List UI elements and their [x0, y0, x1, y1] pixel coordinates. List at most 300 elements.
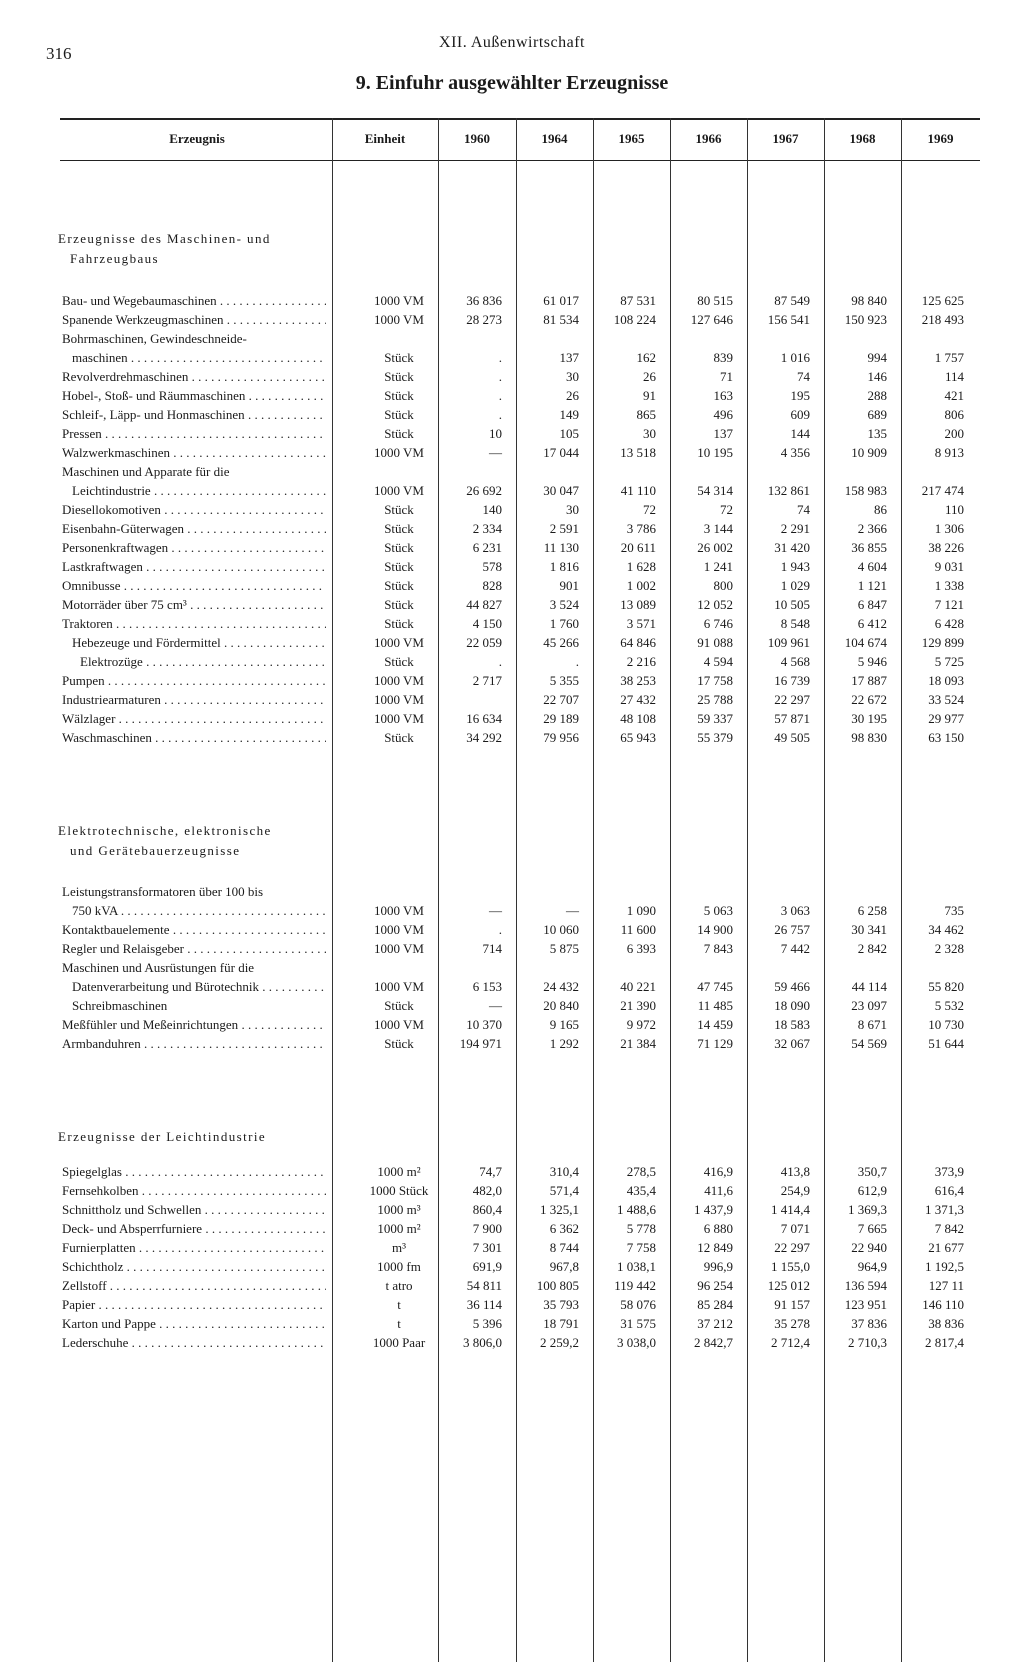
cell-value: 25 788 — [697, 692, 733, 707]
cell-value: 98 830 — [851, 730, 887, 745]
cell-value: 36 855 — [851, 540, 887, 555]
row-unit: Stück — [384, 540, 414, 555]
cell-value: 156 541 — [767, 312, 810, 327]
cell-value: 30 047 — [543, 483, 579, 498]
row-label: Schleif-, Läpp- und Honmaschinen . . . — [62, 405, 326, 424]
cell-value: 1 338 — [934, 578, 964, 593]
cell-value: 87 531 — [620, 293, 656, 308]
cell-value: 310,4 — [549, 1164, 579, 1179]
cell-value: 48 108 — [620, 711, 656, 726]
cell-value: 3 038,0 — [617, 1335, 656, 1350]
cell-value: 9 031 — [934, 559, 964, 574]
row-label: Walzwerkmaschinen . . . — [62, 443, 326, 462]
cell-value: . — [498, 654, 502, 669]
cell-value: 57 871 — [774, 711, 810, 726]
row-label: Lastkraftwagen . . . — [62, 557, 326, 576]
cell-value: 996,9 — [703, 1259, 733, 1274]
cell-value: 10 370 — [466, 1017, 502, 1032]
cell-value: 149 — [559, 407, 579, 422]
section-heading-line: Fahrzeugbaus — [70, 251, 159, 266]
cell-value: 38 253 — [620, 673, 656, 688]
table-row — [0, 1257, 1024, 1276]
cell-value: 21 677 — [928, 1240, 964, 1255]
table-row — [0, 709, 1024, 728]
row-label: Papier . . . — [62, 1295, 326, 1314]
cell-value: 413,8 — [780, 1164, 810, 1179]
cell-value: 127 11 — [928, 1278, 964, 1293]
row-label: Furnierplatten . . . — [62, 1238, 326, 1257]
cell-value: 1 192,5 — [925, 1259, 964, 1274]
row-unit: Stück — [384, 616, 414, 631]
cell-value: — — [489, 903, 502, 918]
row-label: Schichtholz . . . — [62, 1257, 326, 1276]
cell-value: 1 760 — [549, 616, 579, 631]
cell-value: 6 880 — [703, 1221, 733, 1236]
row-unit: Stück — [384, 388, 414, 403]
row-label: Kontaktbauelemente . . . — [62, 920, 326, 939]
cell-value: 994 — [867, 350, 887, 365]
cell-value: 10 060 — [543, 922, 579, 937]
table-row — [0, 405, 1024, 424]
cell-value: 114 — [944, 369, 964, 384]
row-label: Omnibusse . . . — [62, 576, 326, 595]
cell-value: 5 946 — [857, 654, 887, 669]
row-unit: Stück — [384, 597, 414, 612]
cell-value: 1 121 — [857, 578, 887, 593]
cell-value: 1 437,9 — [694, 1202, 733, 1217]
row-label: Maschinen und Ausrüstungen für die — [62, 960, 255, 975]
row-label: Fernsehkolben . . . — [62, 1181, 326, 1200]
cell-value: 32 067 — [774, 1036, 810, 1051]
section-heading — [58, 229, 271, 269]
cell-value: 901 — [559, 578, 579, 593]
cell-value: 7 071 — [780, 1221, 810, 1236]
cell-value: 8 913 — [934, 445, 964, 460]
cell-value: 288 — [867, 388, 887, 403]
cell-value: 195 — [790, 388, 810, 403]
row-unit: t — [397, 1297, 401, 1312]
row-unit: 1000 Stück — [369, 1183, 429, 1198]
cell-value: . — [575, 654, 579, 669]
cell-value: 6 412 — [857, 616, 887, 631]
cell-value: 278,5 — [626, 1164, 656, 1179]
cell-value: 81 534 — [543, 312, 579, 327]
cell-value: 2 712,4 — [771, 1335, 810, 1350]
row-label: Lederschuhe . . . — [62, 1333, 326, 1352]
cell-value: 5 875 — [549, 941, 579, 956]
row-label: Diesellokomotiven . . . — [62, 500, 326, 519]
table-row — [0, 595, 1024, 614]
row-unit: 1000 VM — [374, 979, 424, 994]
cell-value: 22 940 — [851, 1240, 887, 1255]
cell-value: 71 129 — [697, 1036, 733, 1051]
cell-value: 13 518 — [620, 445, 656, 460]
row-label: Bau- und Wegebaumaschinen . . . — [62, 291, 326, 310]
cell-value: 12 052 — [697, 597, 733, 612]
cell-value: 2 216 — [626, 654, 656, 669]
cell-value: 35 793 — [543, 1297, 579, 1312]
row-label: Elektrozüge . . . — [80, 652, 326, 671]
cell-value: 1 038,1 — [617, 1259, 656, 1274]
cell-value: 3 524 — [549, 597, 579, 612]
row-unit: Stück — [384, 998, 414, 1013]
cell-value: 1 371,3 — [925, 1202, 964, 1217]
table-row — [0, 1015, 1024, 1034]
table-row — [0, 462, 1024, 481]
cell-value: 136 594 — [844, 1278, 887, 1293]
cell-value: 44 827 — [466, 597, 502, 612]
cell-value: 10 909 — [851, 445, 887, 460]
section-heading-line: Elektrotechnische, elektronische — [58, 823, 272, 838]
cell-value: 9 165 — [549, 1017, 579, 1032]
cell-value: 22 297 — [774, 1240, 810, 1255]
row-unit: 1000 VM — [374, 312, 424, 327]
cell-value: 20 611 — [620, 540, 656, 555]
cell-value: 7 665 — [857, 1221, 887, 1236]
cell-value: 31 420 — [774, 540, 810, 555]
cell-value: 137 — [713, 426, 733, 441]
cell-value: 119 442 — [614, 1278, 656, 1293]
cell-value: 17 758 — [697, 673, 733, 688]
cell-value: 30 341 — [851, 922, 887, 937]
cell-value: 865 — [636, 407, 656, 422]
table-row — [0, 690, 1024, 709]
row-unit: 1000 m² — [377, 1221, 421, 1236]
cell-value: 20 840 — [543, 998, 579, 1013]
cell-value: 74 — [797, 502, 810, 517]
cell-value: 11 485 — [697, 998, 733, 1013]
cell-value: . — [498, 407, 502, 422]
cell-value: 37 212 — [697, 1316, 733, 1331]
cell-value: 36 836 — [466, 293, 502, 308]
row-unit: Stück — [384, 578, 414, 593]
cell-value: — — [566, 903, 579, 918]
cell-value: 6 362 — [549, 1221, 579, 1236]
cell-value: 6 393 — [626, 941, 656, 956]
cell-value: 7 900 — [472, 1221, 502, 1236]
cell-value: 7 842 — [934, 1221, 964, 1236]
cell-value: 6 153 — [472, 979, 502, 994]
cell-value: 2 842 — [857, 941, 887, 956]
row-unit: t atro — [385, 1278, 413, 1293]
cell-value: 58 076 — [620, 1297, 656, 1312]
table-row — [0, 1314, 1024, 1333]
cell-value: 735 — [944, 903, 964, 918]
table-row — [0, 882, 1024, 901]
row-label: Traktoren . . . — [62, 614, 326, 633]
table-row — [0, 652, 1024, 671]
cell-value: 127 646 — [690, 312, 733, 327]
cell-value: — — [489, 445, 502, 460]
cell-value: 200 — [944, 426, 964, 441]
cell-value: 11 600 — [620, 922, 656, 937]
cell-value: 1 488,6 — [617, 1202, 656, 1217]
cell-value: 4 594 — [703, 654, 733, 669]
table-row — [0, 1162, 1024, 1181]
cell-value: 36 114 — [466, 1297, 502, 1312]
cell-value: 37 836 — [851, 1316, 887, 1331]
table-row — [0, 557, 1024, 576]
table-title: 9. Einfuhr ausgewählter Erzeugnisse — [355, 72, 669, 94]
cell-value: 34 292 — [466, 730, 502, 745]
cell-value: 74,7 — [479, 1164, 502, 1179]
cell-value: 31 575 — [620, 1316, 656, 1331]
cell-value: 1 016 — [780, 350, 810, 365]
cell-value: 87 549 — [774, 293, 810, 308]
cell-value: 609 — [790, 407, 810, 422]
cell-value: 140 — [482, 502, 502, 517]
cell-value: . — [498, 369, 502, 384]
cell-value: 4 356 — [780, 445, 810, 460]
cell-value: 22 707 — [543, 692, 579, 707]
cell-value: 5 396 — [472, 1316, 502, 1331]
cell-value: 1 002 — [626, 578, 656, 593]
cell-value: 79 956 — [543, 730, 579, 745]
row-label: Spanende Werkzeugmaschinen . . . — [62, 310, 326, 329]
cell-value: 22 297 — [774, 692, 810, 707]
cell-value: 828 — [482, 578, 502, 593]
cell-value: 45 266 — [543, 635, 579, 650]
row-label: Leichtindustrie . . . — [72, 481, 326, 500]
section-heading-line: Erzeugnisse der Leichtindustrie — [58, 1129, 267, 1144]
table-row — [0, 1238, 1024, 1257]
row-unit: Stück — [384, 350, 414, 365]
row-unit: 1000 m² — [377, 1164, 421, 1179]
cell-value: 7 843 — [703, 941, 733, 956]
cell-value: 6 231 — [472, 540, 502, 555]
header-year: 1966 — [695, 131, 722, 146]
cell-value: 14 900 — [697, 922, 733, 937]
cell-value: 74 — [797, 369, 810, 384]
cell-value: 65 943 — [620, 730, 656, 745]
cell-value: 26 — [643, 369, 656, 384]
cell-value: 3 063 — [780, 903, 810, 918]
cell-value: 800 — [713, 578, 733, 593]
cell-value: 91 — [643, 388, 656, 403]
row-unit: 1000 fm — [377, 1259, 421, 1274]
row-label: Maschinen und Apparate für die — [62, 464, 230, 479]
cell-value: 18 090 — [774, 998, 810, 1013]
row-label: Revolverdrehmaschinen . . . — [62, 367, 326, 386]
table-row — [0, 310, 1024, 329]
row-unit: Stück — [384, 654, 414, 669]
cell-value: 1 155,0 — [771, 1259, 810, 1274]
cell-value: 1 306 — [934, 521, 964, 536]
section-heading-line: Erzeugnisse des Maschinen- und — [58, 231, 271, 246]
table-row — [0, 996, 1024, 1015]
table-row — [0, 1181, 1024, 1200]
cell-value: 30 — [566, 502, 579, 517]
cell-value: 61 017 — [543, 293, 579, 308]
table-row — [0, 576, 1024, 595]
cell-value: 860,4 — [472, 1202, 502, 1217]
row-label: Spiegelglas . . . — [62, 1162, 326, 1181]
cell-value: 22 059 — [466, 635, 502, 650]
row-label: Armbanduhren . . . — [62, 1034, 326, 1053]
cell-value: 26 757 — [774, 922, 810, 937]
cell-value: 80 515 — [697, 293, 733, 308]
table-row — [0, 1219, 1024, 1238]
cell-value: 158 983 — [844, 483, 887, 498]
table-row — [0, 519, 1024, 538]
cell-value: 11 130 — [543, 540, 579, 555]
cell-value: 163 — [713, 388, 733, 403]
table-row — [0, 633, 1024, 652]
row-label: Motorräder über 75 cm³ . . . — [62, 595, 326, 614]
cell-value: 714 — [482, 941, 502, 956]
cell-value: 218 493 — [921, 312, 964, 327]
cell-value: 2 817,4 — [925, 1335, 964, 1350]
cell-value: 6 258 — [857, 903, 887, 918]
cell-value: 7 758 — [626, 1240, 656, 1255]
row-label: Karton und Pappe . . . — [62, 1314, 326, 1333]
cell-value: 350,7 — [857, 1164, 887, 1179]
cell-value: 51 644 — [928, 1036, 964, 1051]
cell-value: 30 195 — [851, 711, 887, 726]
cell-value: 6 847 — [857, 597, 887, 612]
cell-value: 63 150 — [928, 730, 964, 745]
row-label: Eisenbahn-Güterwagen . . . — [62, 519, 326, 538]
row-unit: Stück — [384, 559, 414, 574]
cell-value: 194 971 — [459, 1036, 502, 1051]
cell-value: 59 337 — [697, 711, 733, 726]
cell-value: 689 — [867, 407, 887, 422]
cell-value: 38 226 — [928, 540, 964, 555]
cell-value: 806 — [944, 407, 964, 422]
table-row — [0, 728, 1024, 747]
row-unit: Stück — [384, 369, 414, 384]
row-label: Hebezeuge und Fördermittel . . . — [72, 633, 326, 652]
cell-value: 3 786 — [626, 521, 656, 536]
cell-value: 2 334 — [472, 521, 502, 536]
cell-value: 98 840 — [851, 293, 887, 308]
row-unit: 1000 VM — [374, 941, 424, 956]
cell-value: 1 943 — [780, 559, 810, 574]
table-row — [0, 614, 1024, 633]
cell-value: 26 692 — [466, 483, 502, 498]
row-unit: 1000 VM — [374, 1017, 424, 1032]
row-label: Deck- und Absperrfurniere . . . — [62, 1219, 326, 1238]
row-unit: Stück — [384, 407, 414, 422]
header-year: 1964 — [541, 131, 568, 146]
cell-value: 2 291 — [780, 521, 810, 536]
cell-value: 578 — [482, 559, 502, 574]
table-row — [0, 1333, 1024, 1352]
row-unit: Stück — [384, 426, 414, 441]
page-number: 316 — [46, 44, 72, 63]
row-label: maschinen . . . — [72, 348, 326, 367]
cell-value: 49 505 — [774, 730, 810, 745]
table-row — [0, 1295, 1024, 1314]
row-label: Zellstoff . . . — [62, 1276, 326, 1295]
header-unit: Einheit — [364, 131, 406, 146]
table-row — [0, 386, 1024, 405]
cell-value: 23 097 — [851, 998, 887, 1013]
row-unit: Stück — [384, 521, 414, 536]
cell-value: 416,9 — [703, 1164, 733, 1179]
cell-value: 2 710,3 — [848, 1335, 887, 1350]
row-label: 750 kVA . . . — [72, 901, 326, 920]
cell-value: 44 114 — [851, 979, 887, 994]
row-unit: 1000 VM — [374, 483, 424, 498]
table-row — [0, 901, 1024, 920]
cell-value: 5 063 — [703, 903, 733, 918]
row-unit: Stück — [384, 730, 414, 745]
cell-value: 110 — [944, 502, 964, 517]
cell-value: 105 — [559, 426, 579, 441]
cell-value: 2 366 — [857, 521, 887, 536]
row-unit: t — [397, 1316, 401, 1331]
header-bottom-rule — [60, 160, 980, 161]
cell-value: 38 836 — [928, 1316, 964, 1331]
section-heading-line: und Gerätebauerzeugnisse — [70, 843, 241, 858]
cell-value: 91 088 — [697, 635, 733, 650]
table-row — [0, 939, 1024, 958]
cell-value: 217 474 — [921, 483, 964, 498]
cell-value: 135 — [867, 426, 887, 441]
cell-value: 13 089 — [620, 597, 656, 612]
cell-value: 27 432 — [620, 692, 656, 707]
cell-value: 59 466 — [774, 979, 810, 994]
cell-value: 411,6 — [704, 1183, 733, 1198]
table-row — [0, 481, 1024, 500]
section-heading — [58, 1127, 266, 1147]
cell-value: 41 110 — [620, 483, 656, 498]
cell-value: 9 972 — [626, 1017, 656, 1032]
cell-value: 421 — [944, 388, 964, 403]
cell-value: 1 757 — [934, 350, 964, 365]
cell-value: 3 144 — [703, 521, 733, 536]
cell-value: 146 110 — [922, 1297, 964, 1312]
header-year: 1967 — [772, 131, 799, 146]
cell-value: 16 739 — [774, 673, 810, 688]
cell-value: . — [498, 388, 502, 403]
cell-value: 26 — [566, 388, 579, 403]
cell-value: 839 — [713, 350, 733, 365]
cell-value: 54 569 — [851, 1036, 887, 1051]
cell-value: 2 717 — [472, 673, 502, 688]
table-row — [0, 443, 1024, 462]
cell-value: 10 — [489, 426, 502, 441]
cell-value: 1 369,3 — [848, 1202, 887, 1217]
cell-value: 10 505 — [774, 597, 810, 612]
row-unit: 1000 VM — [374, 673, 424, 688]
table-row — [0, 977, 1024, 996]
cell-value: 47 745 — [697, 979, 733, 994]
row-label: Industriearmaturen . . . — [62, 690, 326, 709]
cell-value: 435,4 — [626, 1183, 656, 1198]
cell-value: 30 — [643, 426, 656, 441]
table-row — [0, 1276, 1024, 1295]
cell-value: 612,9 — [857, 1183, 887, 1198]
header-year: 1969 — [927, 131, 954, 146]
cell-value: 18 791 — [543, 1316, 579, 1331]
cell-value: 123 951 — [844, 1297, 887, 1312]
cell-value: 482,0 — [472, 1183, 502, 1198]
header-product: Erzeugnis — [169, 131, 225, 146]
cell-value: 964,9 — [857, 1259, 887, 1274]
cell-value: 7 301 — [472, 1240, 502, 1255]
cell-value: 1 628 — [626, 559, 656, 574]
cell-value: 86 — [874, 502, 887, 517]
row-label: Waschmaschinen . . . — [62, 728, 326, 747]
cell-value: 1 816 — [549, 559, 579, 574]
cell-value: 16 634 — [466, 711, 502, 726]
cell-value: 4 150 — [472, 616, 502, 631]
cell-value: 6 746 — [703, 616, 733, 631]
row-unit: 1000 VM — [374, 711, 424, 726]
cell-value: 4 568 — [780, 654, 810, 669]
